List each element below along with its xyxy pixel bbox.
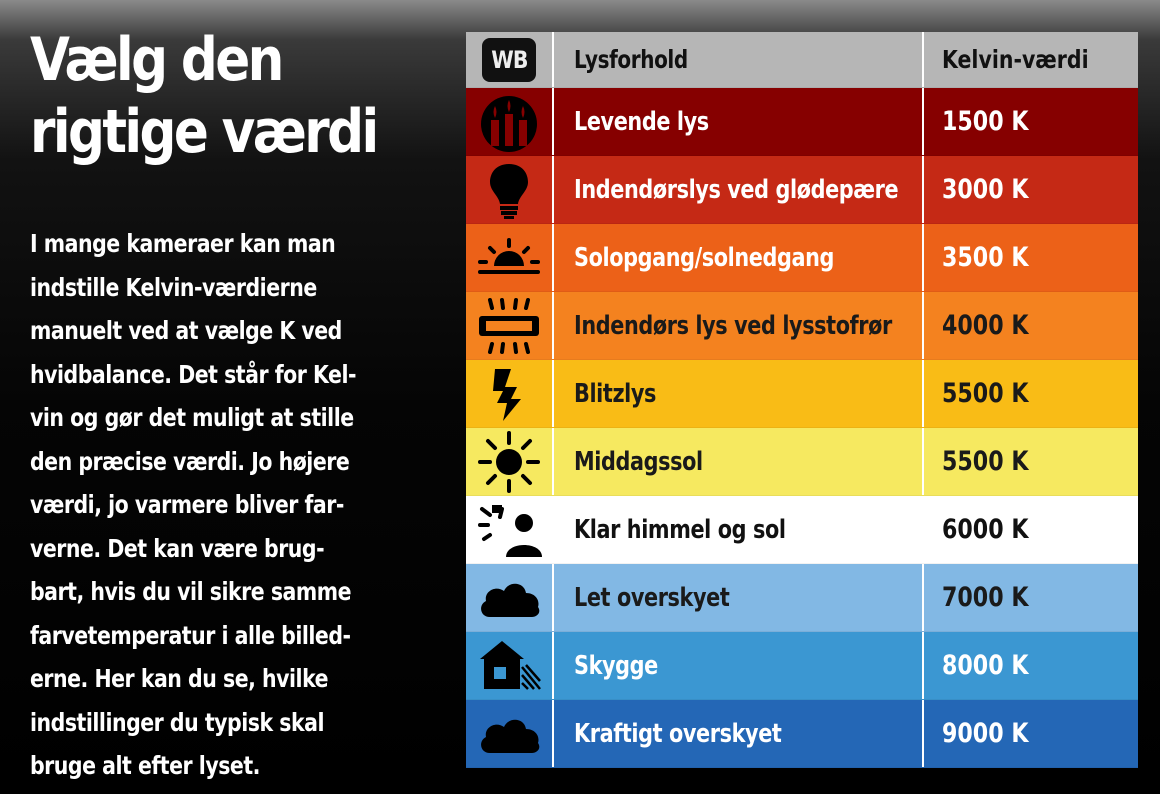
table-row bbox=[466, 428, 1138, 496]
text-line: indstille Kelvin-værdierne bbox=[30, 272, 317, 302]
shade-house-icon bbox=[476, 637, 542, 695]
title-line: Vælg den bbox=[30, 25, 282, 95]
table-row bbox=[466, 564, 1138, 632]
fluorescent-tube-icon bbox=[476, 296, 542, 356]
text-line: hvidbalance. Det står for Kel- bbox=[30, 359, 357, 389]
table-row bbox=[466, 88, 1138, 156]
row-kelvin-cell bbox=[924, 632, 1138, 699]
kelvin-value: 4000 K bbox=[942, 310, 1029, 341]
clear-sky-icon bbox=[476, 501, 542, 559]
row-kelvin-cell bbox=[924, 564, 1138, 631]
row-condition-cell bbox=[554, 88, 924, 155]
text-line: bruge alt efter lyset. bbox=[30, 751, 260, 780]
wb-icon bbox=[482, 38, 536, 82]
text-line: verne. Det kan være brug- bbox=[30, 533, 325, 563]
table-row bbox=[466, 632, 1138, 700]
text-line: bart, hvis du vil sikre samme bbox=[30, 577, 352, 606]
sun-icon bbox=[476, 429, 542, 495]
row-icon-cell bbox=[466, 224, 554, 291]
row-icon-cell bbox=[466, 564, 554, 631]
table-body bbox=[466, 88, 1138, 768]
text-line: manuelt ved at vælge K ved bbox=[30, 316, 342, 345]
table-row bbox=[466, 360, 1138, 428]
light-condition-label: Let overskyet bbox=[574, 582, 730, 613]
row-kelvin-cell bbox=[924, 292, 1138, 359]
row-icon-cell bbox=[466, 632, 554, 699]
row-icon-cell bbox=[466, 88, 554, 155]
header-condition-cell bbox=[554, 32, 924, 87]
cloud-icon bbox=[476, 709, 542, 759]
light-condition-label: Middagssol bbox=[574, 446, 703, 477]
column-header-condition: Lysforhold bbox=[574, 45, 688, 74]
table-row bbox=[466, 156, 1138, 224]
kelvin-value: 6000 K bbox=[942, 514, 1029, 545]
row-condition-cell bbox=[554, 700, 924, 767]
page-title bbox=[30, 24, 426, 168]
row-condition-cell bbox=[554, 564, 924, 631]
row-condition-cell bbox=[554, 292, 924, 359]
row-icon-cell bbox=[466, 292, 554, 359]
row-kelvin-cell bbox=[924, 156, 1138, 223]
light-condition-label: Klar himmel og sol bbox=[574, 514, 786, 545]
row-icon-cell bbox=[466, 360, 554, 427]
row-kelvin-cell bbox=[924, 700, 1138, 767]
row-condition-cell bbox=[554, 496, 924, 563]
row-icon-cell bbox=[466, 428, 554, 495]
header-icon-cell bbox=[466, 32, 554, 87]
candles-icon bbox=[477, 92, 541, 152]
kelvin-table bbox=[466, 32, 1138, 768]
light-condition-label: Indendørslys ved glødepære bbox=[574, 174, 899, 205]
light-condition-label: Indendørs lys ved lysstofrør bbox=[574, 310, 892, 341]
lightbulb-icon bbox=[487, 160, 531, 220]
kelvin-value: 3000 K bbox=[942, 174, 1029, 205]
table-row bbox=[466, 700, 1138, 768]
title-line: rigtige værdi bbox=[30, 97, 377, 167]
row-icon-cell bbox=[466, 496, 554, 563]
row-condition-cell bbox=[554, 224, 924, 291]
text-line: indstillinger du typisk skal bbox=[30, 707, 324, 737]
light-condition-label: Solopgang/solnedgang bbox=[574, 242, 835, 273]
kelvin-value: 3500 K bbox=[942, 242, 1029, 273]
row-icon-cell bbox=[466, 156, 554, 223]
row-condition-cell bbox=[554, 428, 924, 495]
row-kelvin-cell bbox=[924, 88, 1138, 155]
light-condition-label: Blitzlys bbox=[574, 378, 657, 409]
text-line: værdi, jo varmere bliver far- bbox=[30, 490, 344, 519]
sunrise-icon bbox=[476, 236, 542, 280]
row-condition-cell bbox=[554, 156, 924, 223]
row-kelvin-cell bbox=[924, 496, 1138, 563]
row-condition-cell bbox=[554, 632, 924, 699]
intro-paragraph bbox=[30, 222, 407, 788]
text-line: erne. Her kan du se, hvilke bbox=[30, 664, 329, 693]
row-icon-cell bbox=[466, 700, 554, 767]
row-kelvin-cell bbox=[924, 428, 1138, 495]
row-kelvin-cell bbox=[924, 224, 1138, 291]
light-condition-label: Skygge bbox=[574, 650, 658, 681]
kelvin-value: 5500 K bbox=[942, 446, 1029, 477]
kelvin-value: 9000 K bbox=[942, 718, 1029, 749]
header-kelvin-cell bbox=[924, 32, 1138, 87]
light-condition-label: Kraftigt overskyet bbox=[574, 718, 782, 749]
cloud-icon bbox=[476, 573, 542, 623]
kelvin-value: 1500 K bbox=[942, 106, 1029, 137]
column-header-kelvin: Kelvin-værdi bbox=[942, 45, 1089, 74]
text-line: den præcise værdi. Jo højere bbox=[30, 446, 350, 476]
text-line: I mange kameraer kan man bbox=[30, 229, 336, 258]
text-line: farvetemperatur i alle billed- bbox=[30, 620, 351, 650]
light-condition-label: Levende lys bbox=[574, 106, 709, 137]
table-row bbox=[466, 496, 1138, 564]
text-line: vin og gør det muligt at stille bbox=[30, 403, 354, 432]
kelvin-value: 7000 K bbox=[942, 582, 1029, 613]
flash-icon bbox=[487, 365, 531, 423]
table-header bbox=[466, 32, 1138, 88]
kelvin-value: 8000 K bbox=[942, 650, 1029, 681]
row-condition-cell bbox=[554, 360, 924, 427]
intro-column bbox=[30, 24, 430, 780]
table-row bbox=[466, 224, 1138, 292]
table-row bbox=[466, 292, 1138, 360]
row-kelvin-cell bbox=[924, 360, 1138, 427]
wb-label: WB bbox=[490, 45, 528, 74]
kelvin-value: 5500 K bbox=[942, 378, 1029, 409]
